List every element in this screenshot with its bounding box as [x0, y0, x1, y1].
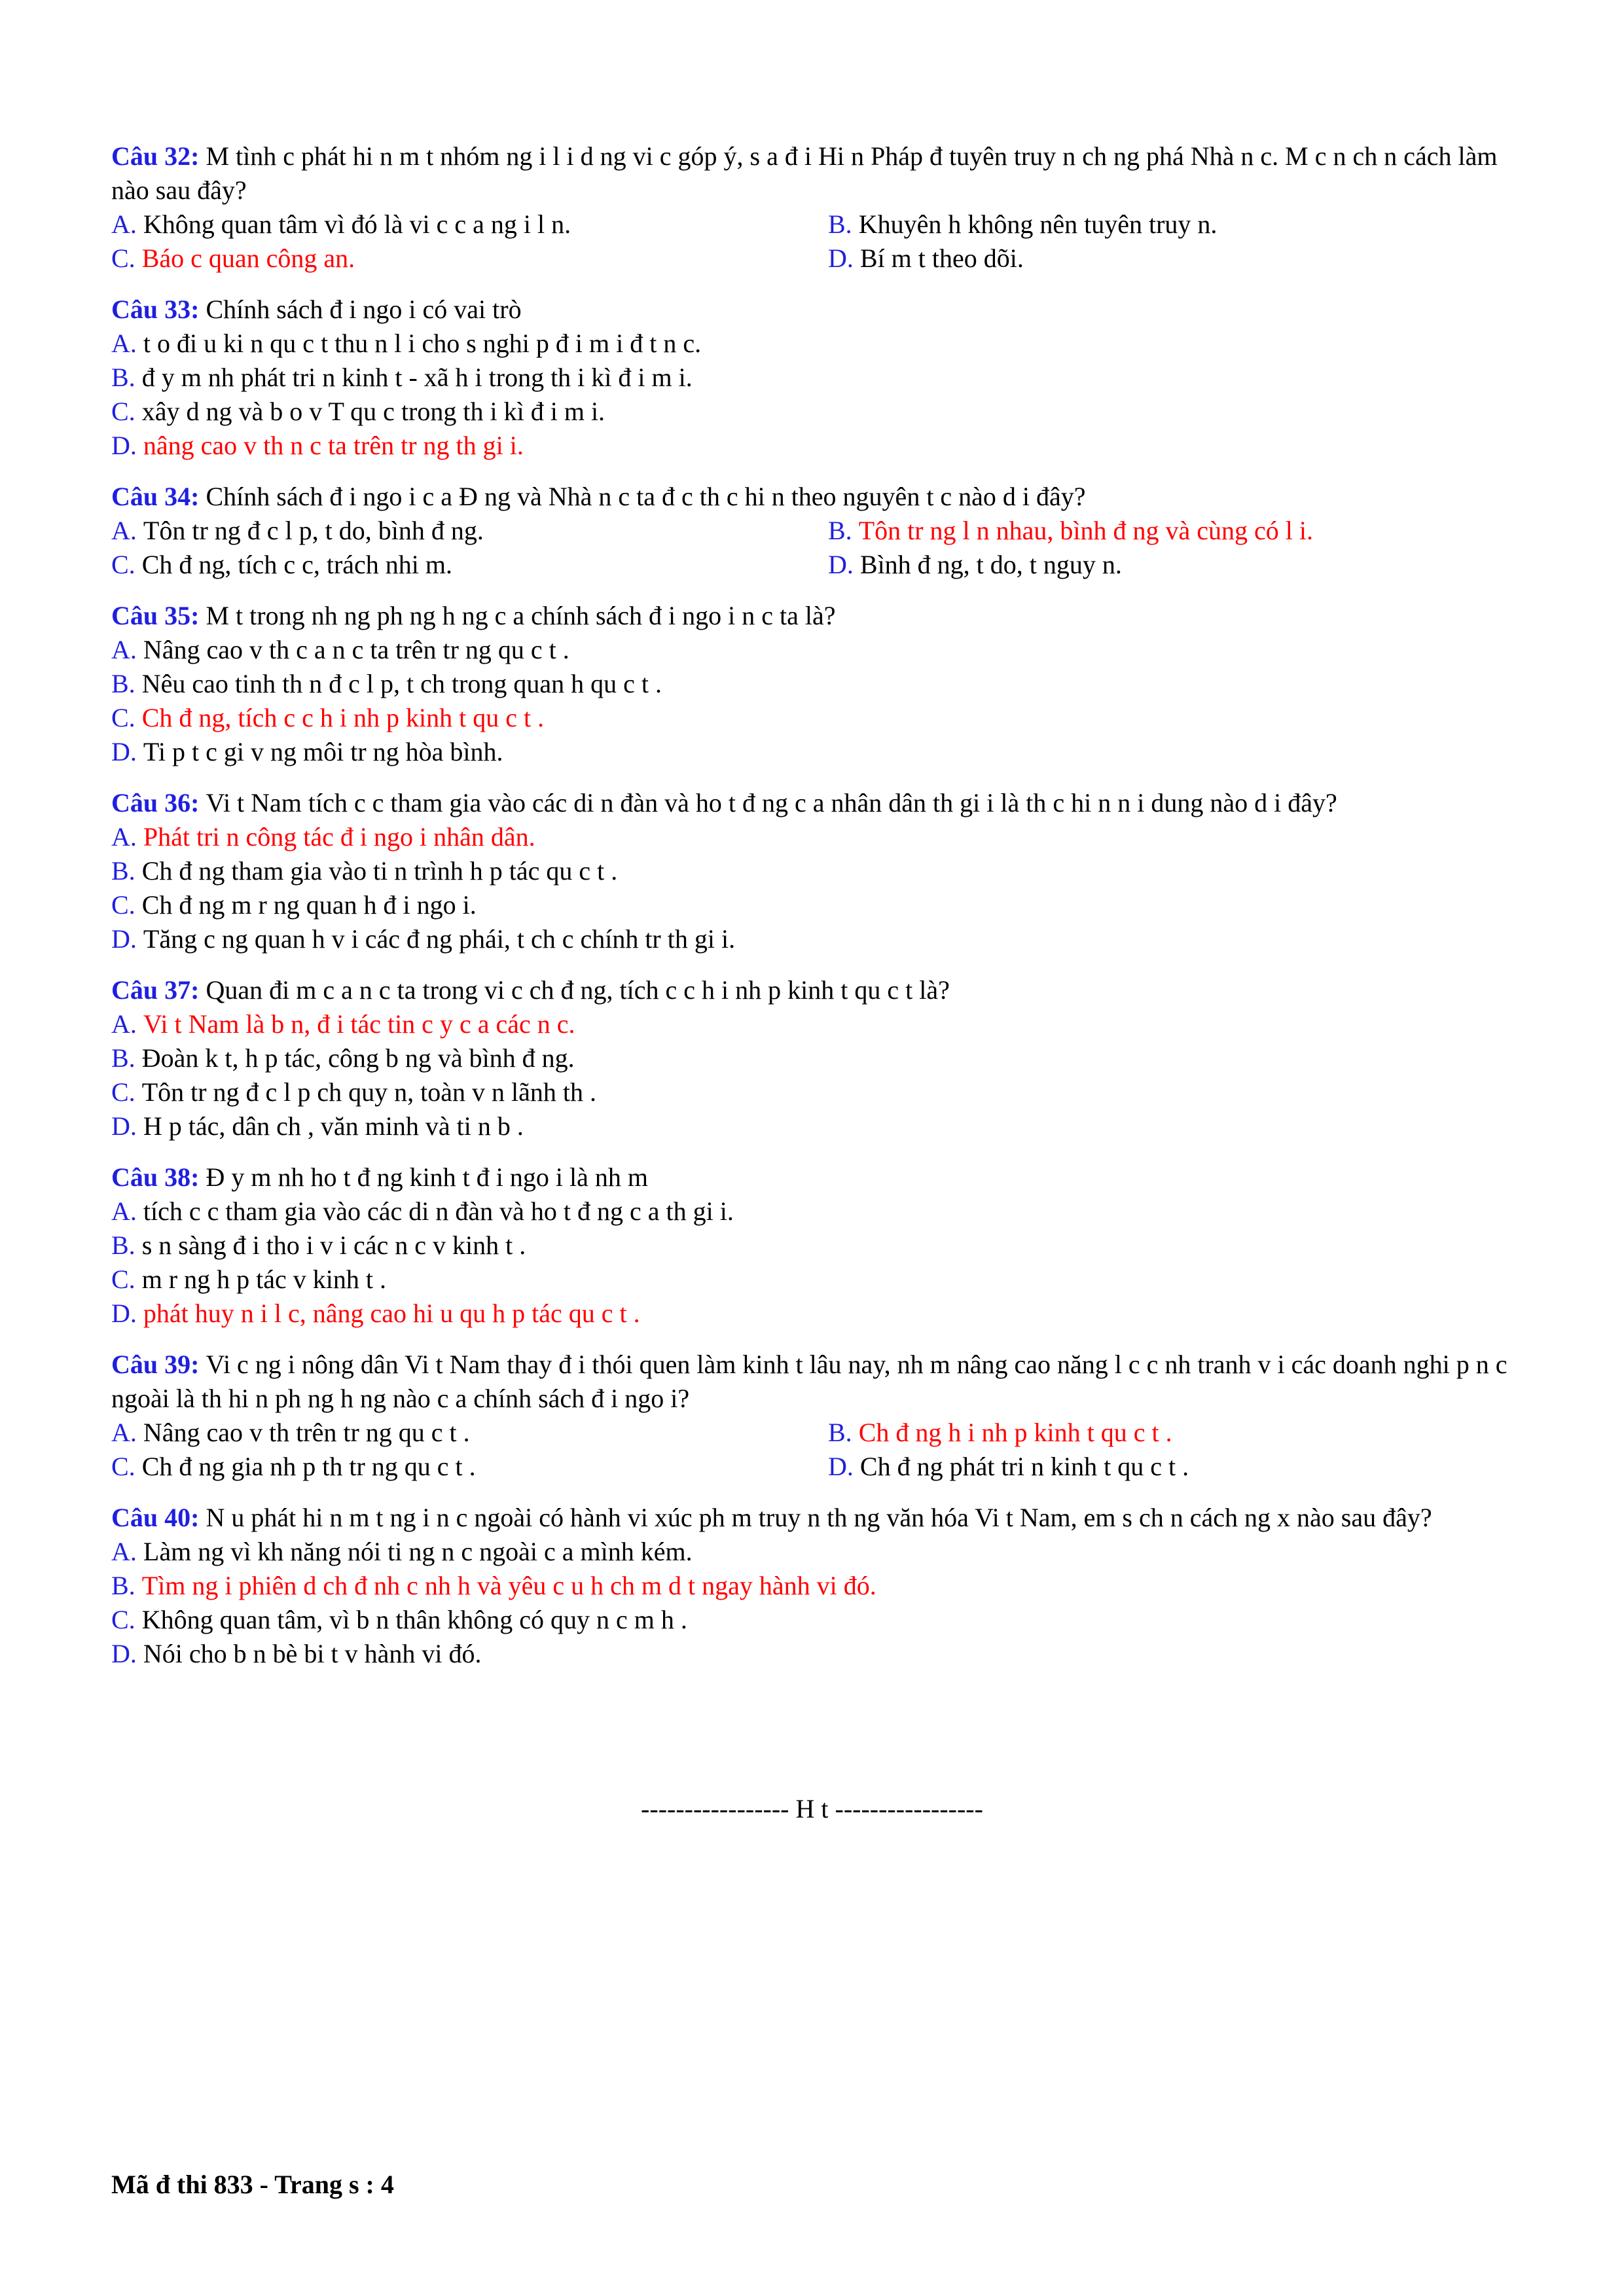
option-row	[111, 514, 1519, 548]
option-text: Ch đ ng phát tri n kinh t qu c t .	[859, 1452, 1189, 1481]
option-row	[111, 1416, 1519, 1450]
option-text: xây d ng và b o v T qu c trong th i kì đ i m i.	[141, 397, 605, 426]
option-text: Tìm ng i phiên d ch đ nh c nh h và yêu c u h ch m d t ngay hành vi đó.	[141, 1571, 876, 1600]
option-d	[111, 735, 1519, 769]
option-letter: D.	[828, 550, 854, 579]
option-letter: A.	[111, 209, 137, 239]
question-34	[111, 480, 1519, 582]
option-letter: B.	[111, 363, 135, 392]
option-c	[111, 1450, 828, 1484]
option-text: Không quan tâm, vì b n thân không có quy n c m h .	[141, 1605, 687, 1634]
option-letter: A.	[111, 822, 137, 852]
option-d	[828, 242, 1024, 276]
page-footer: Mã đ thi 833 - Trang s : 4	[111, 2170, 394, 2199]
option-a	[111, 514, 828, 548]
option-text: Tôn tr ng l n nhau, bình đ ng và cùng có l i.	[858, 516, 1314, 545]
end-marker: ----------------- H t -----------------	[641, 1794, 983, 1823]
option-text: Báo c quan công an.	[141, 243, 355, 273]
option-text: nâng cao v th n c ta trên tr ng th gi i.	[143, 431, 524, 460]
question-text: N u phát hi n m t ng i n c ngoài có hành vi xúc ph m truy n th ng văn hóa Vi t Nam, em s ch n cách ng x nào sau đây?	[206, 1503, 1432, 1532]
option-text: Bí m t theo dõi.	[859, 243, 1024, 273]
question-text: Vi t Nam tích c c tham gia vào các di n đàn và ho t đ ng c a nhân dân th gi i là th c hi n n i dung nào d i đây?	[206, 788, 1337, 817]
option-letter: B.	[828, 209, 852, 239]
option-text: tích c c tham gia vào các di n đàn và ho t đ ng c a th gi i.	[143, 1196, 734, 1226]
option-letter: D.	[111, 1111, 137, 1141]
question-label: Câu 40:	[111, 1503, 200, 1532]
option-letter: C.	[111, 243, 135, 273]
option-letter: D.	[111, 1299, 137, 1328]
option-text: Tăng c ng quan h v i các đ ng phái, t ch c chính tr th gi i.	[143, 924, 736, 954]
question-36-prompt	[111, 786, 1519, 820]
option-letter: A.	[111, 1537, 137, 1566]
option-d	[828, 1450, 1189, 1484]
question-32	[111, 139, 1519, 276]
option-letter: D.	[111, 431, 137, 460]
option-c	[111, 395, 1519, 429]
question-38	[111, 1160, 1519, 1331]
option-text: t o đi u ki n qu c t thu n l i cho s nghi p đ i m i đ t n c.	[143, 329, 702, 358]
option-letter: C.	[111, 550, 135, 579]
option-letter: D.	[111, 737, 137, 766]
option-letter: D.	[828, 1452, 854, 1481]
option-a	[111, 1416, 828, 1450]
option-d-correct	[111, 429, 1519, 463]
question-37	[111, 973, 1519, 1143]
option-text: Nói cho b n bè bi t v hành vi đó.	[143, 1639, 482, 1668]
question-38-prompt	[111, 1160, 1519, 1194]
option-row	[111, 242, 1519, 276]
question-34-prompt	[111, 480, 1519, 514]
option-text: Nêu cao tinh th n đ c l p, t ch trong quan h qu c t .	[141, 669, 662, 698]
option-c	[111, 1603, 1519, 1637]
option-text: Bình đ ng, t do, t nguy n.	[859, 550, 1122, 579]
option-b	[828, 207, 1217, 242]
option-letter: A.	[111, 635, 137, 664]
option-b	[111, 667, 1519, 701]
question-text: M t trong nh ng ph ng h ng c a chính sách đ i ngo i n c ta là?	[206, 601, 836, 630]
option-a	[111, 1194, 1519, 1229]
question-label: Câu 33:	[111, 295, 200, 324]
option-a-correct	[111, 1007, 1519, 1041]
option-text: Phát tri n công tác đ i ngo i nhân dân.	[143, 822, 535, 852]
option-letter: D.	[111, 924, 137, 954]
question-37-prompt	[111, 973, 1519, 1007]
option-text: Làm ng vì kh năng nói ti ng n c ngoài c a mình kém.	[143, 1537, 693, 1566]
question-35	[111, 599, 1519, 769]
option-text: Không quan tâm vì đó là vi c c a ng i l n.	[143, 209, 571, 239]
option-text: Ch đ ng, tích c c h i nh p kinh t qu c t .	[141, 703, 545, 732]
question-32-prompt	[111, 139, 1519, 207]
option-d-correct	[111, 1297, 1519, 1331]
option-a-correct	[111, 820, 1519, 854]
option-row	[111, 548, 1519, 582]
question-36	[111, 786, 1519, 956]
option-d	[111, 1109, 1519, 1143]
option-c-correct	[111, 242, 828, 276]
option-text: Khuyên h không nên tuyên truy n.	[858, 209, 1218, 239]
option-letter: A.	[111, 1009, 137, 1039]
question-label: Câu 32:	[111, 141, 200, 171]
question-text: M tình c phát hi n m t nhóm ng i l i d ng vi c góp ý, s a đ i Hi n Pháp đ tuyên truy n ch ng phá Nhà n c. M c n ch n cách làm nào sau đây?	[111, 141, 1498, 205]
option-text: Vi t Nam là b n, đ i tác tin c y c a các n c.	[143, 1009, 575, 1039]
option-d	[111, 922, 1519, 956]
option-b-correct	[828, 514, 1313, 548]
option-text: Ti p t c gi v ng môi tr ng hòa bình.	[143, 737, 503, 766]
question-text: Quan đi m c a n c ta trong vi c ch đ ng, tích c c h i nh p kinh t qu c t là?	[206, 975, 950, 1005]
question-list	[111, 139, 1519, 1688]
option-letter: B.	[828, 516, 852, 545]
option-c-correct	[111, 701, 1519, 735]
option-letter: C.	[111, 397, 135, 426]
question-label: Câu 34:	[111, 482, 200, 511]
question-text: Chính sách đ i ngo i có vai trò	[206, 295, 522, 324]
option-letter: D.	[828, 243, 854, 273]
option-c	[111, 548, 828, 582]
option-letter: B.	[828, 1418, 852, 1447]
option-letter: B.	[111, 1230, 135, 1260]
question-label: Câu 35:	[111, 601, 200, 630]
question-label: Câu 39:	[111, 1350, 200, 1379]
option-row	[111, 1450, 1519, 1484]
option-a	[111, 633, 1519, 667]
option-letter: A.	[111, 1418, 137, 1447]
option-text: Tôn tr ng đ c l p, t do, bình đ ng.	[143, 516, 484, 545]
option-letter: C.	[111, 1452, 135, 1481]
option-text: Ch đ ng tham gia vào ti n trình h p tác qu c t .	[141, 856, 618, 886]
option-text: H p tác, dân ch , văn minh và ti n b .	[143, 1111, 524, 1141]
option-text: Ch đ ng h i nh p kinh t qu c t .	[858, 1418, 1172, 1447]
option-b	[111, 1229, 1519, 1263]
option-text: Nâng cao v th c a n c ta trên tr ng qu c t .	[143, 635, 569, 664]
question-33-prompt	[111, 293, 1519, 327]
option-text: Đoàn k t, h p tác, công b ng và bình đ ng.	[141, 1043, 575, 1073]
option-letter: C.	[111, 703, 135, 732]
option-letter: C.	[111, 1077, 135, 1107]
option-text: Ch đ ng gia nh p th tr ng qu c t .	[141, 1452, 476, 1481]
question-35-prompt	[111, 599, 1519, 633]
option-letter: C.	[111, 890, 135, 920]
option-text: phát huy n i l c, nâng cao hi u qu h p tác qu c t .	[143, 1299, 640, 1328]
question-39-prompt	[111, 1348, 1519, 1416]
option-text: m r ng h p tác v kinh t .	[141, 1265, 386, 1294]
question-40	[111, 1501, 1519, 1671]
option-c	[111, 1263, 1519, 1297]
option-text: Nâng cao v th trên tr ng qu c t .	[143, 1418, 470, 1447]
option-letter: C.	[111, 1265, 135, 1294]
option-b-correct	[111, 1569, 1519, 1603]
option-text: Ch đ ng m r ng quan h đ i ngo i.	[141, 890, 477, 920]
question-label: Câu 38:	[111, 1162, 200, 1192]
option-d	[828, 548, 1122, 582]
option-a	[111, 1535, 1519, 1569]
option-letter: A.	[111, 516, 137, 545]
option-row	[111, 207, 1519, 242]
option-a	[111, 207, 828, 242]
option-text: Tôn tr ng đ c l p ch quy n, toàn v n lãnh th .	[141, 1077, 597, 1107]
option-letter: B.	[111, 856, 135, 886]
option-text: s n sàng đ i tho i v i các n c v kinh t .	[141, 1230, 526, 1260]
question-label: Câu 36:	[111, 788, 200, 817]
question-40-prompt	[111, 1501, 1519, 1535]
question-text: Đ y m nh ho t đ ng kinh t đ i ngo i là nh m	[206, 1162, 648, 1192]
option-text: Ch đ ng, tích c c, trách nhi m.	[141, 550, 453, 579]
question-text: Vi c ng i nông dân Vi t Nam thay đ i thói quen làm kinh t lâu nay, nh m nâng cao năng l c c nh tranh v i các doanh nghi p n c ngoài là th hi n ph ng h ng nào c a chính sách đ i ngo i?	[111, 1350, 1507, 1413]
option-letter: A.	[111, 329, 137, 358]
question-text: Chính sách đ i ngo i c a Đ ng và Nhà n c ta đ c th c hi n theo nguyên t c nào d i đây?	[206, 482, 1086, 511]
option-a	[111, 327, 1519, 361]
option-d	[111, 1637, 1519, 1671]
option-b	[111, 1041, 1519, 1075]
option-letter: B.	[111, 1571, 135, 1600]
question-33	[111, 293, 1519, 463]
option-text: đ y m nh phát tri n kinh t - xã h i trong th i kì đ i m i.	[141, 363, 693, 392]
option-c	[111, 1075, 1519, 1109]
option-b	[111, 854, 1519, 888]
option-letter: B.	[111, 1043, 135, 1073]
option-b-correct	[828, 1416, 1172, 1450]
option-c	[111, 888, 1519, 922]
option-letter: A.	[111, 1196, 137, 1226]
question-39	[111, 1348, 1519, 1484]
question-label: Câu 37:	[111, 975, 200, 1005]
option-letter: C.	[111, 1605, 135, 1634]
option-letter: D.	[111, 1639, 137, 1668]
option-letter: B.	[111, 669, 135, 698]
option-b	[111, 361, 1519, 395]
